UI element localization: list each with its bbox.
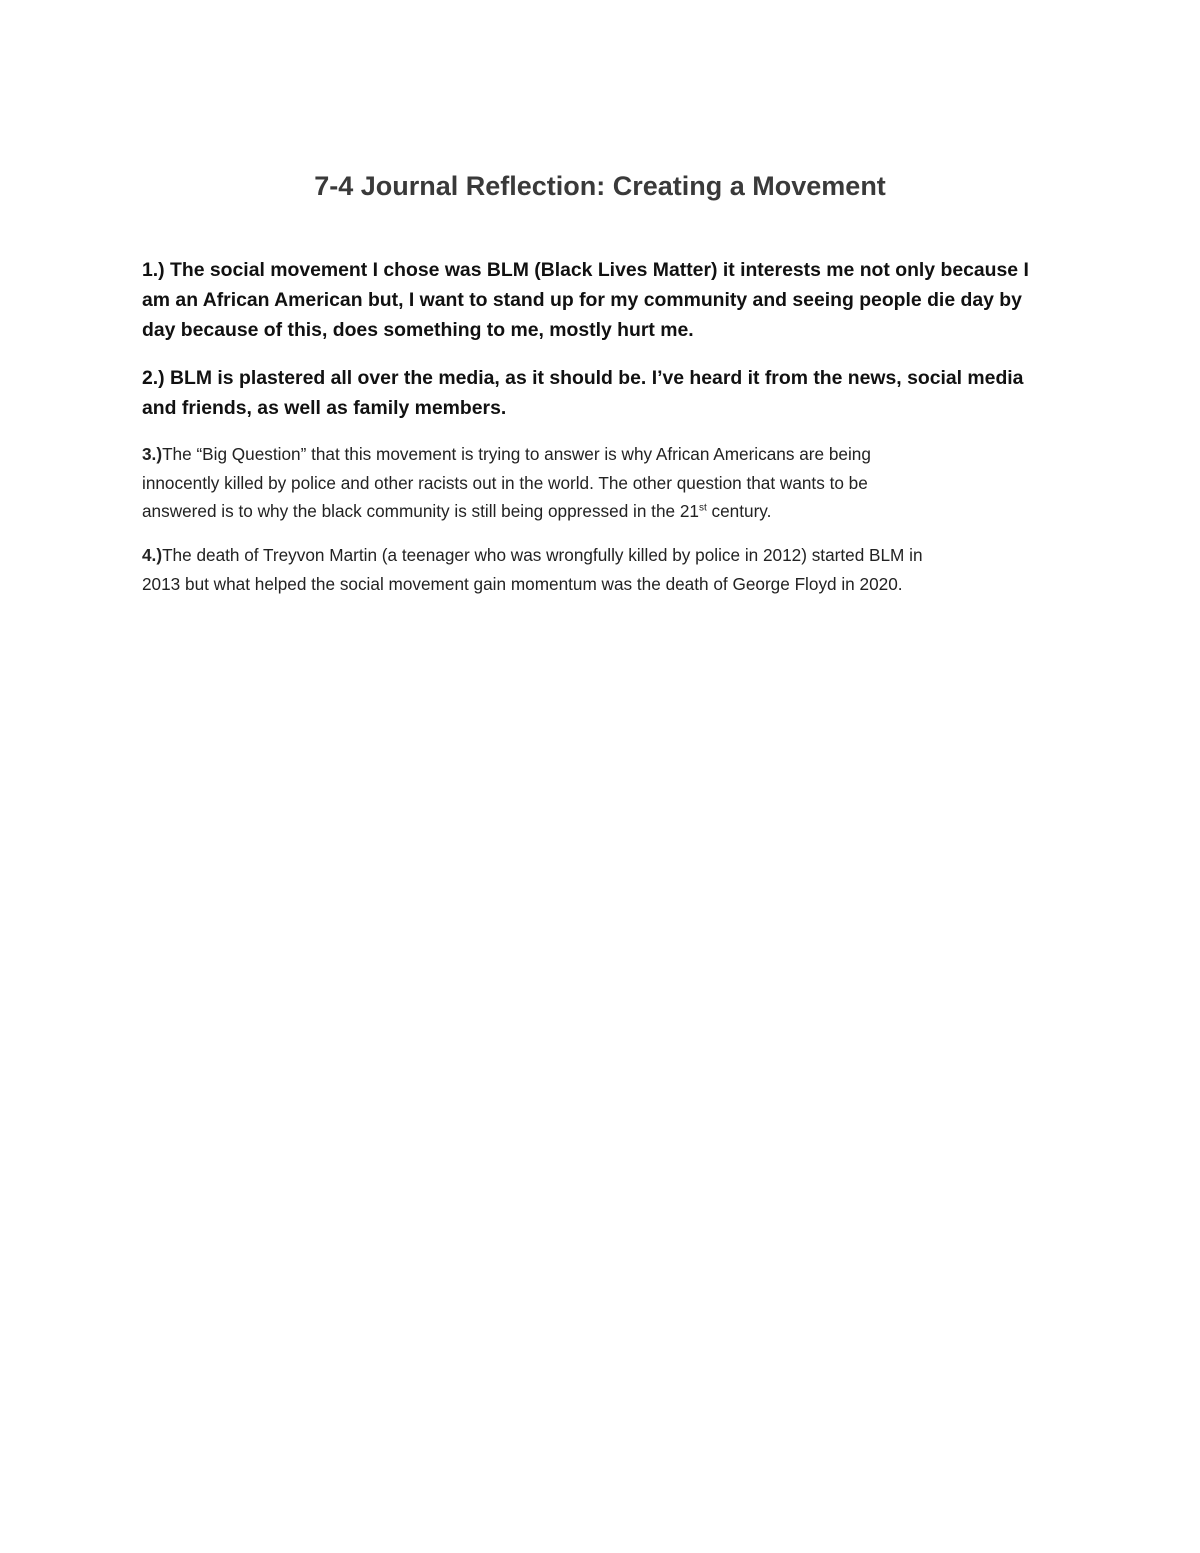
- paragraph-1-line-1: [142, 255, 1062, 285]
- paragraph-3-line-1: [142, 440, 1062, 469]
- paragraph-1-number: 1.): [142, 259, 165, 281]
- paragraph-2-line-1: [142, 363, 1062, 393]
- paragraph-4: [142, 541, 1062, 598]
- paragraph-3-line-3-before: answered is to why the black community is still being oppressed in the 21: [142, 501, 699, 521]
- paragraph-4-line-2: 2013 but what helped the social movement gain momentum was the death of George Floyd in 2020.: [142, 573, 903, 594]
- paragraph-1-line-2: am an African American but, I want to stand up for my community and seeing people die day by: [142, 289, 1022, 311]
- paragraph-1-line-3: day because of this, does something to me, mostly hurt me.: [142, 319, 694, 341]
- paragraph-3-line-3-after: century.: [706, 501, 772, 521]
- paragraph-3-number: 3.): [142, 444, 163, 464]
- paragraph-1-text-line-1: The social movement I chose was BLM (Black Lives Matter) it interests me not only because I: [170, 259, 1029, 281]
- paragraph-4-number: 4.): [142, 545, 163, 565]
- paragraph-2: [142, 363, 1062, 423]
- paragraph-3-line-3: [142, 497, 1062, 526]
- paragraph-2-text-line-1: BLM is plastered all over the media, as it should be. I’ve heard it from the news, social media: [170, 367, 1024, 389]
- paragraph-4-text-line-1: The death of Treyvon Martin (a teenager who was wrongfully killed by police in 2012) started BLM in: [162, 545, 923, 565]
- paragraph-3-line-2: innocently killed by police and other racists out in the world. The other question that wants to be: [142, 472, 868, 493]
- ordinal-superscript: st: [698, 502, 707, 514]
- paragraph-2-line-2: and friends, as well as family members.: [142, 397, 507, 419]
- paragraph-4-line-1: [142, 541, 1062, 570]
- paragraph-2-number: 2.): [142, 367, 165, 389]
- paragraph-1: [142, 255, 1062, 345]
- paragraph-3-text-line-1: The “Big Question” that this movement is trying to answer is why African Americans are being: [162, 444, 871, 464]
- paragraph-3: [142, 440, 1062, 526]
- document-title: 7-4 Journal Reflection: Creating a Movement: [314, 171, 886, 201]
